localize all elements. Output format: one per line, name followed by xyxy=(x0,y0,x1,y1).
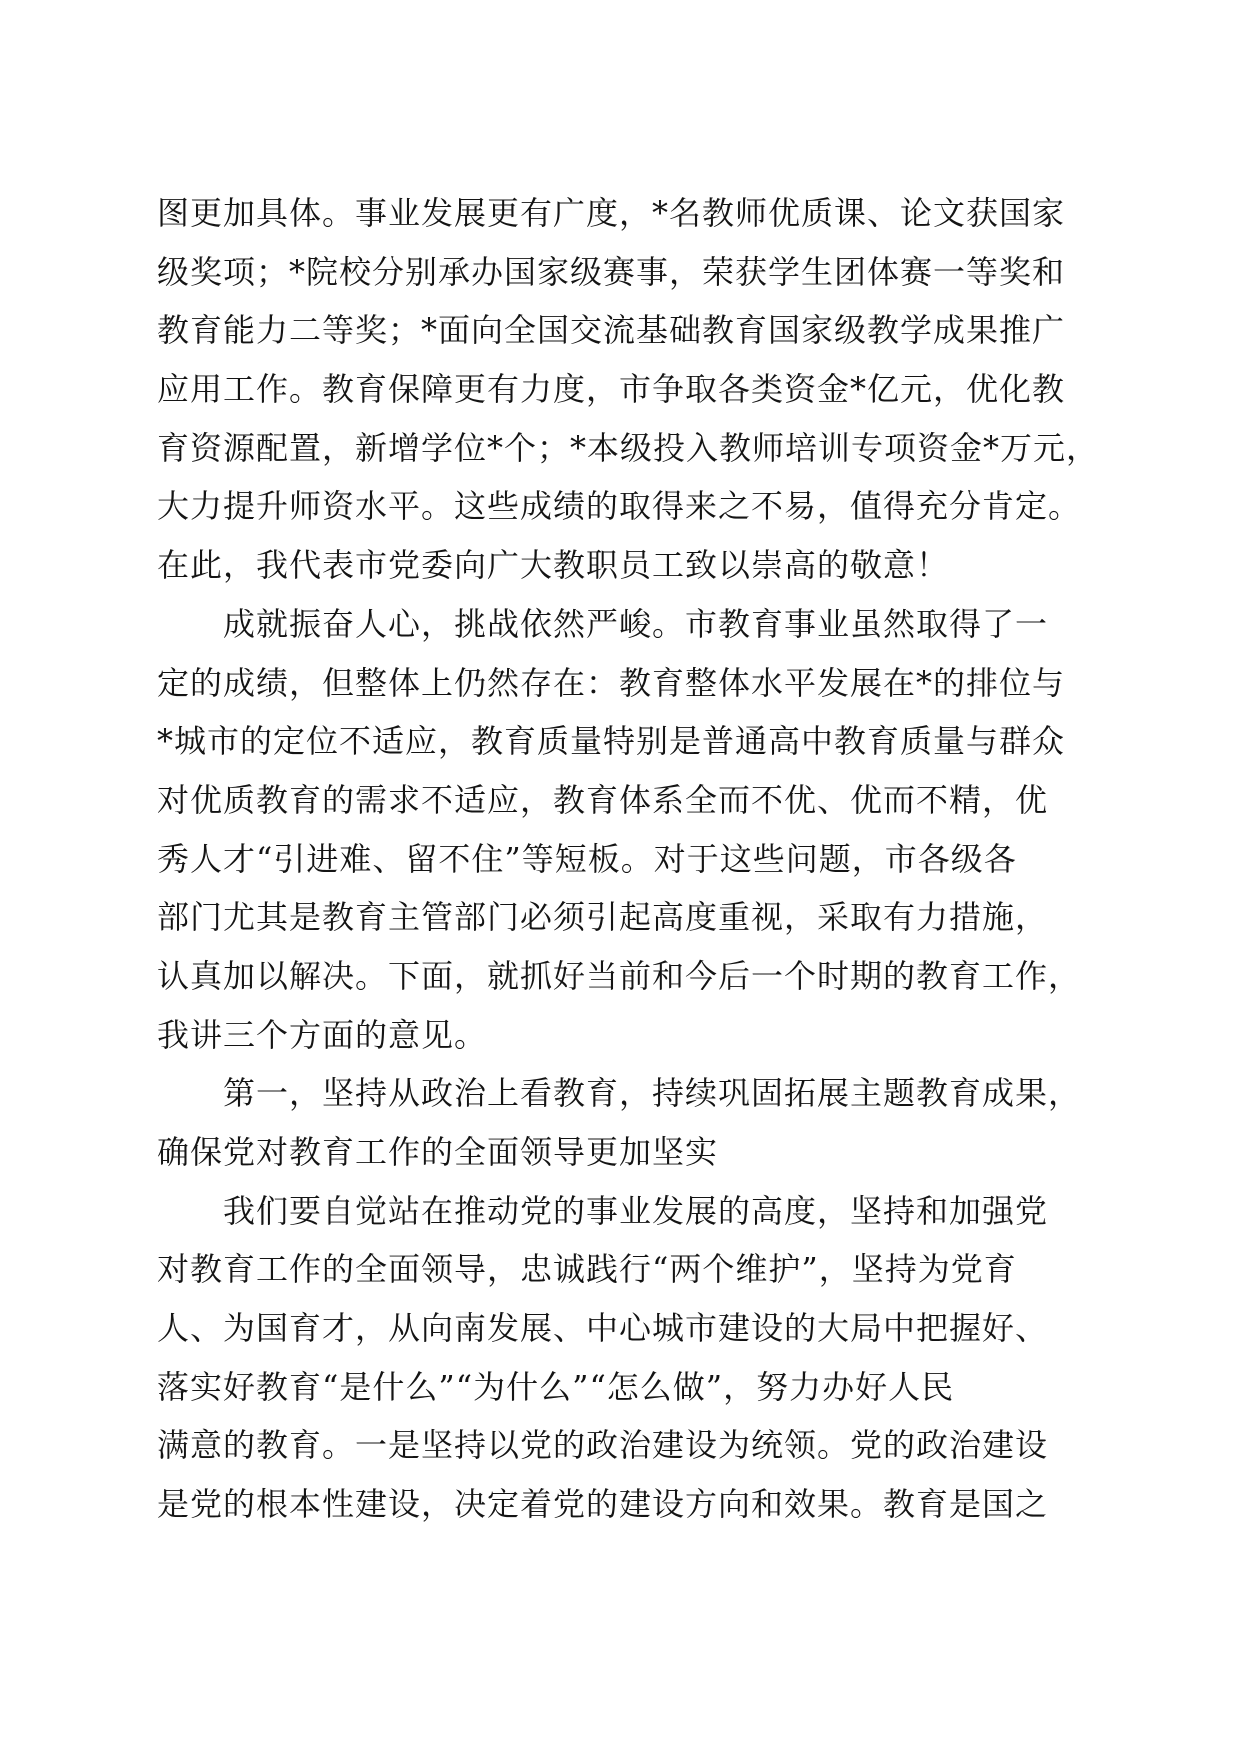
text-line: 人、为国育才，从向南发展、中心城市建设的大局中把握好、 xyxy=(157,1309,1049,1348)
text-line: 是党的根本性建设，决定着党的建设方向和效果。教育是国之 xyxy=(157,1485,1049,1524)
text-line: 大力提升师资水平。这些成绩的取得来之不易，值得充分肯定。 xyxy=(157,487,1082,526)
text-line: 成就振奋人心，挑战依然严峻。市教育事业虽然取得了一 xyxy=(223,604,1049,643)
paragraph xyxy=(157,1182,1083,1534)
text-line: 在此，我代表市党委向广大教职员工致以崇高的敬意！ xyxy=(157,546,950,585)
paragraph-continuation xyxy=(157,184,1100,595)
text-line: 部门尤其是教育主管部门必须引起高度重视，采取有力措施， xyxy=(157,898,1049,937)
text-line: 秀人才“引进难、留不住”等短板。对于这些问题，市各级各 xyxy=(157,839,1017,878)
text-line: 认真加以解决。下面，就抓好当前和今后一个时期的教育工作， xyxy=(157,956,1082,995)
body-text xyxy=(157,184,1100,1534)
text-line: 应用工作。教育保障更有力度，市争取各类资金*亿元，优化教 xyxy=(157,370,1066,409)
text-line: 对优质教育的需求不适应，教育体系全而不优、优而不精，优 xyxy=(157,780,1049,819)
text-line: 育资源配置，新增学位*个；*本级投入教师培训专项资金*万元， xyxy=(157,428,1100,467)
text-line: 定的成绩，但整体上仍然存在：教育整体水平发展在*的排位与 xyxy=(157,663,1066,702)
text-line: 级奖项；*院校分别承办国家级赛事，荣获学生团体赛一等奖和 xyxy=(157,252,1066,291)
text-line: *城市的定位不适应，教育质量特别是普通高中教育质量与群众 xyxy=(157,722,1066,761)
paragraph xyxy=(157,595,1083,1065)
text-line: 落实好教育“是什么”“为什么”“怎么做”，努力办好人民 xyxy=(157,1367,955,1406)
text-line: 我讲三个方面的意见。 xyxy=(157,1015,488,1054)
text-line: 满意的教育。一是坚持以党的政治建设为统领。党的政治建设 xyxy=(157,1426,1049,1465)
text-line: 对教育工作的全面领导，忠诚践行“两个维护”，坚持为党育 xyxy=(157,1250,1017,1289)
text-line: 确保党对教育工作的全面领导更加坚实 xyxy=(157,1133,719,1171)
text-line: 图更加具体。事业发展更有广度，*名教师优质课、论文获国家 xyxy=(157,194,1066,232)
section-heading xyxy=(157,1064,1083,1181)
text-line: 第一，坚持从政治上看教育，持续巩固拓展主题教育成果， xyxy=(223,1074,1082,1113)
text-line: 教育能力二等奖；*面向全国交流基础教育国家级教学成果推广 xyxy=(157,311,1066,350)
text-line: 我们要自觉站在推动党的事业发展的高度，坚持和加强党 xyxy=(223,1191,1049,1230)
